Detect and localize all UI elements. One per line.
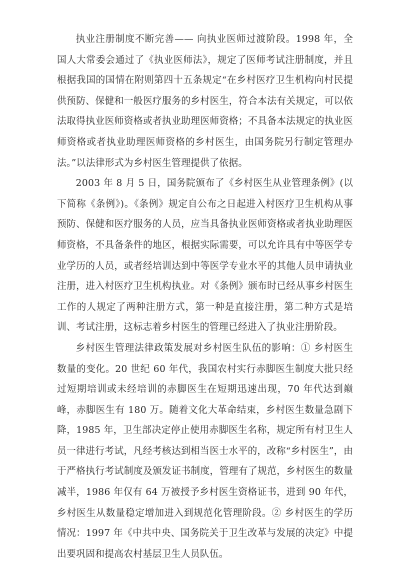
paragraph-regulations-2003: 2003 年 8 月 5 日，国务院颁布了《乡村医生从业管理条例》(以下简称《条例》)。《条例》规定自公布之日起进入村医疗卫生机构从事预防、保健和医疗服务的人员，应当具备执业医师资格或者执业助理医师资格，不具备条件的地区，根据实际需要，可以允许具有中等医学专业学历的人员，或者经培训达到中等医学专业水平的其他人员申请执业注册，进入村医疗卫生机构执业。对《条例》颁布时已经从事乡村医生工作的人规定了两种注册方式，第一种是直接注册，第二种方式是培训、考试注册，这标志着乡村医生的管理已经进入了执业注册阶段。 bbox=[57, 178, 353, 334]
document-page bbox=[57, 30, 353, 560]
paragraph-registration-transition: 执业注册制度不断完善—— 向执业医师过渡阶段。1998 年，全国人大常委会通过了《执业医师法》，规定了医师考试注册制度，并且根据我国的国情在附则第四十五条规定“在乡村医疗卫生机构向村民提供预防、保健和一般医疗服务的乡村医生，符合本法有关规定，可以依法取得执业医师资格或者执业助理医师资格；不具备本法规定的执业医师资格或者执业助理医师资格的乡村医生，由国务院另行制定管理办法。”以法律形式为乡村医生管理提供了依据。 bbox=[57, 34, 353, 169]
paragraph-policy-impact: 乡村医生管理法律政策发展对乡村医生队伍的影响：① 乡村医生数量的变化。20 世纪 60 年代，我国农村实行赤脚医生制度大批只经过短期培训或未经培训的赤脚医生在短期迅速出现，70 年代达到巅峰，赤脚医生有 180 万。随着文化大革命结束，乡村医生数量急剧下降，1985 年，卫生部决定停止使用赤脚医生名称，规定所有村卫生人员一律进行考试，凡经考核达到相当医士水平的，改称“乡村医生”，由于严格执行考试制度及颁发证书制度，管理有了规范，乡村医生的数量减半，1986 年仅有 64 万被授予乡村医生资格证书，进到 90 年代，乡村医生从数量稳定增加进入到规范化管理阶段。② 乡村医生的学历情况：1997 年《中共中央、国务院关于卫生改革与发展的决定》中提出要巩固和提高农村基层卫生人员队伍。 bbox=[57, 342, 353, 560]
